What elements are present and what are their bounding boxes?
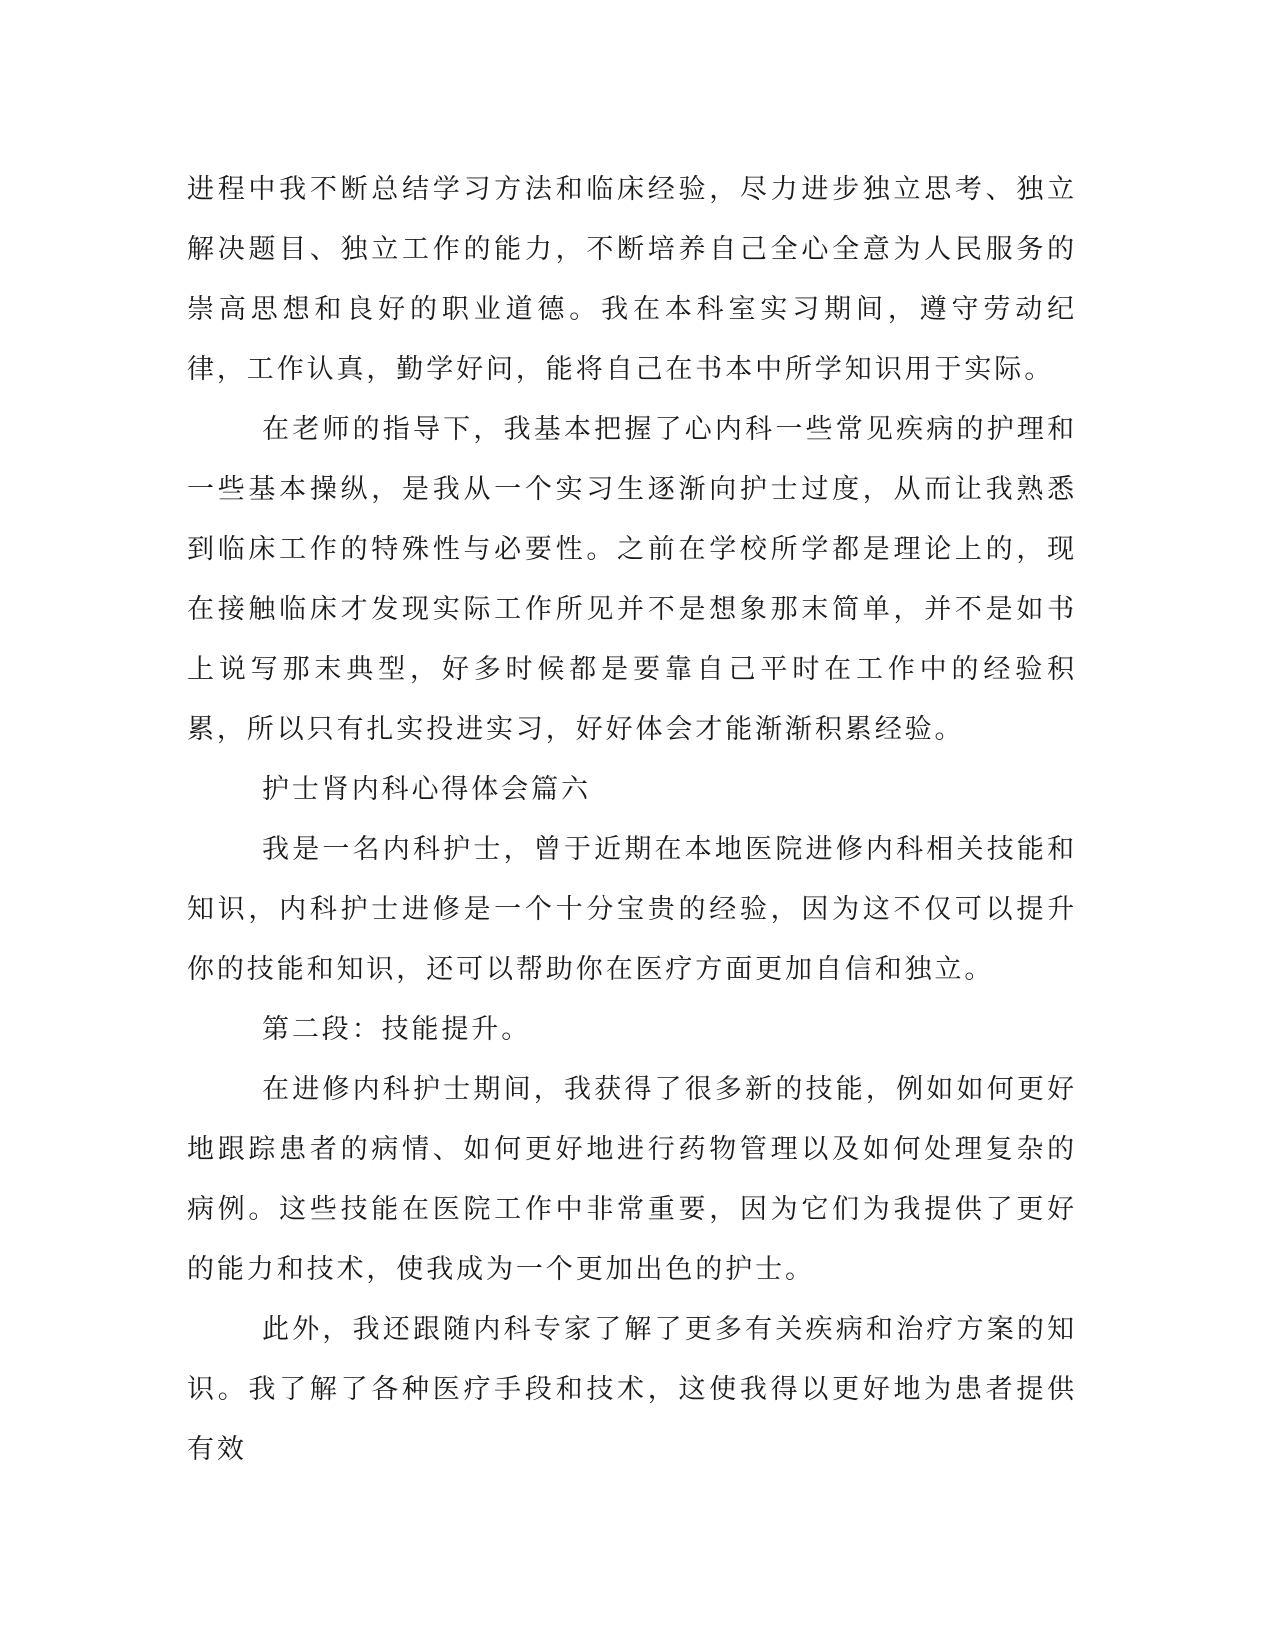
document-body bbox=[187, 160, 1077, 1480]
paragraph-continuation: 进程中我不断总结学习方法和临床经验，尽力进步独立思考、独立解决题目、独立工作的能力，不断培养自己全心全意为人民服务的崇高思想和良好的职业道德。我在本科室实习期间，遵守劳动纪律，工作认真，勤学好问，能将自己在书本中所学知识用于实际。 bbox=[187, 174, 1077, 385]
section-heading-skill-improvement: 第二段：技能提升。 bbox=[262, 1014, 532, 1045]
section-heading-part-six: 护士肾内科心得体会篇六 bbox=[262, 774, 591, 805]
paragraph-internship-guidance: 在老师的指导下，我基本把握了心内科一些常见疾病的护理和一些基本操纵，是我从一个实习生逐渐向护士过度，从而让我熟悉到临床工作的特殊性与必要性。之前在学校所学都是理论上的，现在接触临床才发现实际工作所见并不是想象那末简单，并不是如书上说写那末典型，好多时候都是要靠自己平时在工作中的经验积累，所以只有扎实投进实习，好好体会才能渐渐积累经验。 bbox=[187, 414, 1077, 745]
paragraph-expert-knowledge: 此外，我还跟随内科专家了解了更多有关疾病和治疗方案的知识。我了解了各种医疗手段和技术，这使我得以更好地为患者提供有效 bbox=[187, 1314, 1077, 1465]
paragraph-introduction: 我是一名内科护士，曾于近期在本地医院进修内科相关技能和知识，内科护士进修是一个十分宝贵的经验，因为这不仅可以提升你的技能和知识，还可以帮助你在医疗方面更加自信和独立。 bbox=[187, 834, 1077, 985]
paragraph-new-skills: 在进修内科护士期间，我获得了很多新的技能，例如如何更好地跟踪患者的病情、如何更好地进行药物管理以及如何处理复杂的病例。这些技能在医院工作中非常重要，因为它们为我提供了更好的能力和技术，使我成为一个更加出色的护士。 bbox=[187, 1074, 1077, 1285]
